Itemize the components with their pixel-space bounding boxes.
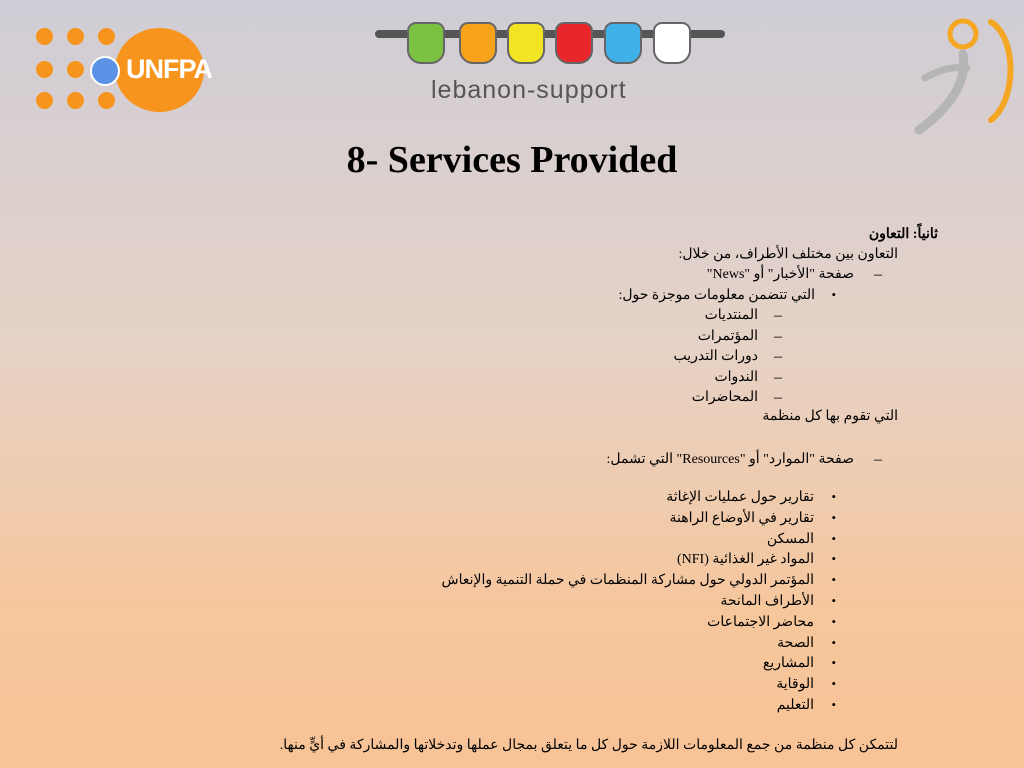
resource-item: المواد غير الغذائية (NFI) — [676, 552, 814, 568]
dash-bullet: – — [874, 266, 882, 283]
dash-bullet: – — [774, 348, 782, 365]
dot-bullet: • — [831, 530, 836, 546]
dot-bullet: • — [831, 613, 836, 629]
news-topic-item: المنتديات — [704, 308, 758, 323]
dot-bullet: • — [831, 287, 836, 302]
dot-bullet: • — [831, 489, 836, 504]
dot-bullet: • — [831, 572, 836, 588]
dot-bullet: • — [831, 634, 836, 650]
news-page-item: صفحة "الأخبار" أو "News" — [706, 267, 854, 282]
resource-item: تقارير حول عمليات الإغاثة — [666, 490, 814, 505]
closing-text: لتتمكن كل منظمة من جمع المعلومات اللازمة حول كل ما يتعلق بمجال عملها وتدخلاتها والمشاركة في أيٍّ منها. — [279, 738, 898, 753]
dash-bullet: – — [874, 451, 882, 468]
dash-bullet: – — [774, 389, 782, 406]
dash-bullet: – — [774, 307, 782, 324]
dash-bullet: – — [774, 327, 782, 345]
resources-page-item: صفحة "الموارد" أو "Resources" التي تشمل: — [606, 452, 854, 467]
resource-item: الأطراف المانحة — [720, 594, 814, 609]
news-topic-item: المؤتمرات — [697, 328, 758, 344]
dot-bullet: • — [831, 551, 836, 567]
resource-item: الوقاية — [776, 677, 814, 693]
resource-item: محاضر الاجتماعات — [707, 614, 814, 630]
news-topic-item: المحاضرات — [691, 390, 758, 405]
resource-item: التعليم — [776, 698, 814, 713]
dash-bullet: – — [774, 368, 782, 386]
news-footer-text: التي تقوم بها كل منظمة — [762, 409, 898, 424]
section-heading: ثانياً: التعاون — [868, 227, 938, 242]
news-topic-item: دورات التدريب — [673, 349, 758, 364]
resource-item: تقارير في الأوضاع الراهنة — [669, 510, 814, 526]
intro-text: التعاون بين مختلف الأطراف، من خلال: — [678, 247, 898, 262]
dot-bullet: • — [831, 509, 836, 525]
resource-item: الصحة — [777, 635, 814, 651]
dot-bullet: • — [831, 593, 836, 608]
slide-title: 8- Services Provided — [346, 139, 678, 181]
unfpa-wordmark: UNFPA — [126, 54, 212, 84]
resource-item: المسكن — [766, 531, 814, 547]
dot-bullet: • — [831, 676, 836, 692]
lebanon-support-wordmark: lebanon-support — [431, 76, 627, 104]
resource-item: المشاريع — [762, 656, 814, 672]
dot-bullet: • — [831, 697, 836, 712]
news-topic-item: الندوات — [714, 369, 758, 385]
news-contains-text: التي تتضمن معلومات موجزة حول: — [618, 288, 815, 303]
resource-item: المؤتمر الدولي حول مشاركة المنظمات في حملة التنمية والإنعاش — [441, 573, 814, 589]
dot-bullet: • — [831, 655, 836, 671]
